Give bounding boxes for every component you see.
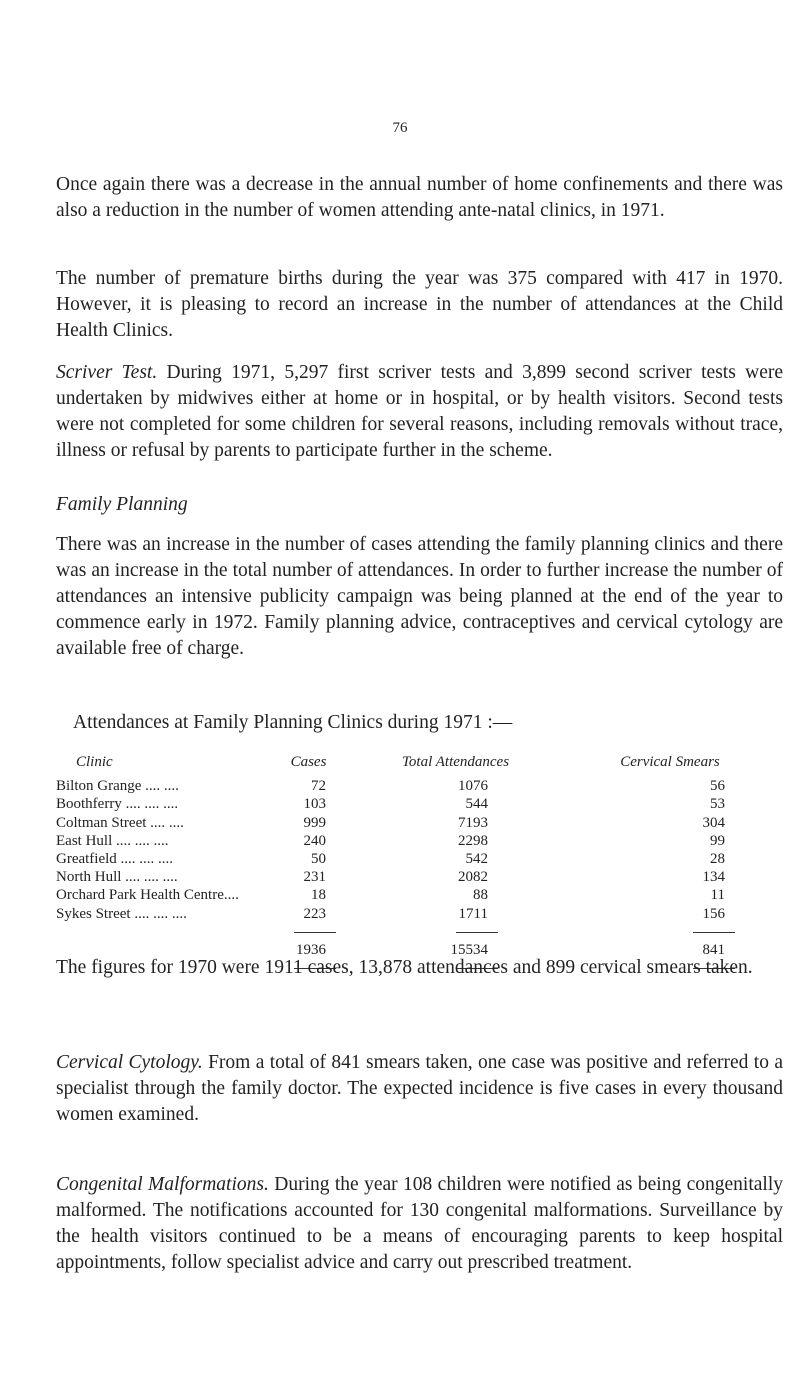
runin-congenital-malformations: Congenital Malformations. <box>56 1174 269 1195</box>
table-row <box>56 886 780 904</box>
attendances-value: 544 <box>465 796 488 813</box>
cases-value: 231 <box>303 869 326 886</box>
clinic-name: Orchard Park Health Centre.... <box>56 887 239 904</box>
clinic-name: Boothferry .... .... .... <box>56 796 179 813</box>
rule-row-top <box>56 923 780 941</box>
clinic-name: Coltman Street .... .... <box>56 814 184 831</box>
table-row <box>56 850 780 868</box>
paragraph-family-planning: There was an increase in the number of cases attending the family planning clinics and there was an increase in the total number of attendances. In order to further increase the number of attendances an intensive publicity campaign was being planned at the end of the year to commence early in 1972. Family planning advice, contraceptives and cervical cytology are available free of charge. <box>56 534 783 659</box>
total-cases: 1936 <box>296 942 326 959</box>
smears-value: 56 <box>710 778 725 795</box>
rule-line <box>456 932 498 933</box>
cases-value: 223 <box>303 905 326 922</box>
attendances-value: 1076 <box>458 778 488 795</box>
table-row <box>56 905 780 923</box>
cases-value: 103 <box>303 796 326 813</box>
heading-family-planning: Family Planning <box>56 494 188 515</box>
text-scriver-test: During 1971, 5,297 first scriver tests and 3,899 second scriver tests were undertaken by midwives either at home or in hospital, or by health visitors. Second tests were not completed for some children for several reasons, including removals without trace, illness or refusal by parents to participate further in the scheme. <box>56 362 783 461</box>
table-row <box>56 832 780 850</box>
paragraph-1970-figures: The figures for 1970 were 1911 cases, 13,878 attendances and 899 cervical smears taken. <box>56 957 753 978</box>
attendances-value: 1711 <box>458 905 488 922</box>
total-attendances: 15534 <box>450 942 488 959</box>
table-row <box>56 868 780 886</box>
table-header-row <box>56 753 780 777</box>
header-cervical-smears: Cervical Smears <box>620 754 720 770</box>
table-row <box>56 777 780 795</box>
smears-value: 53 <box>710 796 725 813</box>
clinic-name: Bilton Grange .... .... <box>56 778 179 795</box>
clinic-name: North Hull .... .... .... <box>56 869 178 886</box>
cases-value: 18 <box>311 887 326 904</box>
attendances-table <box>56 753 780 977</box>
runin-scriver-test: Scriver Test. <box>56 362 158 383</box>
table-row <box>56 814 780 832</box>
smears-value: 304 <box>702 814 725 831</box>
total-smears: 841 <box>702 942 725 959</box>
attendances-value: 2298 <box>458 832 488 849</box>
attendances-value: 542 <box>465 851 488 868</box>
header-total-attendances: Total Attendances <box>401 754 510 770</box>
smears-value: 11 <box>710 887 725 904</box>
clinic-name: Sykes Street .... .... .... <box>56 905 187 922</box>
clinic-name: East Hull .... .... .... <box>56 832 169 849</box>
clinic-name: Greatfield .... .... .... <box>56 851 174 868</box>
smears-value: 156 <box>702 905 725 922</box>
table-row <box>56 795 780 813</box>
rule-line <box>693 932 735 933</box>
smears-value: 99 <box>710 832 725 849</box>
cases-value: 72 <box>311 778 326 795</box>
text-congenital-malformations: During the year 108 children were notified as being congenitally malformed. The notifications accounted for 130 congenital malformations. Surveillance by the health visitors continued to be a means of encouraging parents to keep hospital appointments, follow specialist advice and carry out prescribed treatment. <box>56 1174 784 1273</box>
rule-line <box>294 932 336 933</box>
cases-value: 50 <box>311 851 326 868</box>
paragraph-congenital-malformations <box>56 1172 783 1276</box>
header-clinic: Clinic <box>76 754 113 770</box>
attendances-value: 2082 <box>458 869 488 886</box>
header-cases: Cases <box>290 754 327 770</box>
paragraph-home-confinements: Once again there was a decrease in the annual number of home confinements and there was also a reduction in the number of women attending ante-natal clinics, in 1971. <box>56 174 783 221</box>
smears-value: 28 <box>710 851 725 868</box>
attendances-value: 7193 <box>458 814 488 831</box>
cases-value: 999 <box>303 814 326 831</box>
table-intro: Attendances at Family Planning Clinics during 1971 :— <box>73 712 513 733</box>
paragraph-cervical-cytology <box>56 1050 783 1128</box>
text-cervical-cytology: From a total of 841 smears taken, one case was positive and referred to a specialist through the family doctor. The expected incidence is five cases in every thousand women examined. <box>56 1052 783 1125</box>
runin-cervical-cytology: Cervical Cytology. <box>56 1052 203 1073</box>
paragraph-premature-births: The number of premature births during the year was 375 compared with 417 in 1970. However, it is pleasing to record an increase in the number of attendances at the Child Health Clinics. <box>56 268 783 341</box>
attendances-value: 88 <box>473 887 488 904</box>
cases-value: 240 <box>303 832 326 849</box>
page-number: 76 <box>392 120 408 136</box>
paragraph-scriver-test <box>56 360 783 464</box>
smears-value: 134 <box>702 869 725 886</box>
